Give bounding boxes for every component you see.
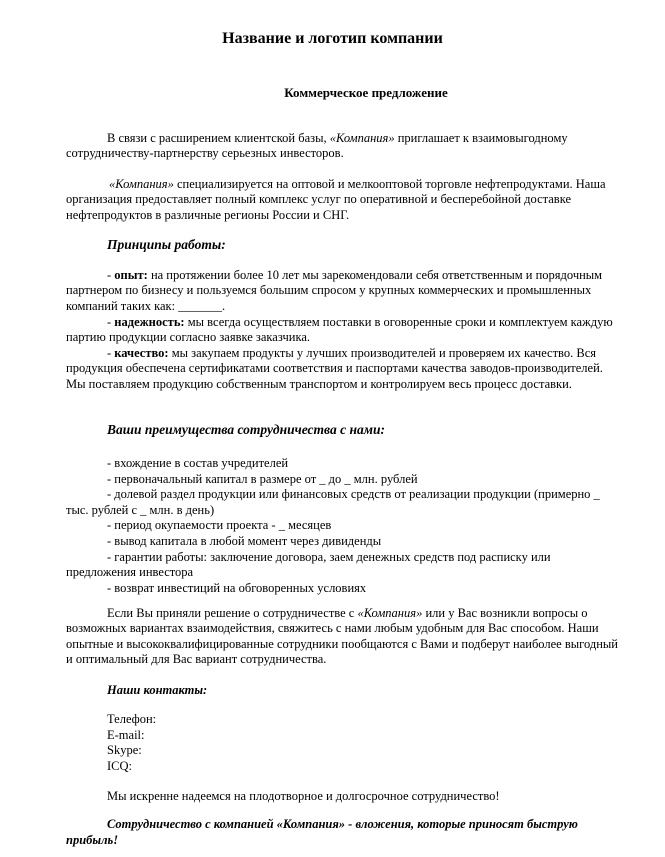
principle-item-quality: - качество: мы закупаем продукты у лучших производителей и проверяем их качество. Вся продукция обеспечена сертификатами соответствия и паспортами качества заводов-производителей. Мы поставляем продукцию собственным транспортом и контролируем весь процесс доставки. [66, 346, 603, 391]
closing-hope: Мы искренне надеемся на плодотворное и долгосрочное сотрудничество! [107, 789, 500, 803]
document-subtitle: Коммерческое предложение [284, 85, 448, 100]
advantages-heading: Ваши преимущества сотрудничества с нами: [107, 422, 385, 437]
list-item: - первоначальный капитал в размере от _ до _ млн. рублей [107, 471, 418, 486]
principle-item-experience: - опыт: на протяжении более 10 лет мы зарекомендовали себя ответственным и порядочным партнером по бизнесу и пользуемся большим спросом у крупных коммерческих и промышленных компаний таких как: _______. [66, 268, 603, 313]
list-item: - вхождение в состав учредителей [107, 456, 289, 470]
contact-email: E-mail: [107, 727, 145, 742]
advantages-list [66, 456, 622, 596]
closing-slogan: Сотрудничество с компанией «Компания» - вложения, которые приносят быструю прибыль! [66, 817, 578, 847]
contact-skype: Skype: [107, 743, 142, 758]
principle-item-reliability: - надежность: мы всегда осуществляем поставки в оговоренные сроки и комплектуем каждую партию продукции согласно заявке заказчика. [66, 315, 613, 345]
list-item: - период окупаемости проекта - _ месяцев [107, 518, 332, 533]
list-item: - долевой раздел продукции или финансовых средств от реализации продукции (примерно _ тыс. рублей с _ млн. в день) [66, 487, 600, 517]
contact-invitation-paragraph: Если Вы приняли решение о сотрудничестве с «Компания» или у Вас возникли вопросы о возможных вариантах взаимодействия, свяжитесь с нами любым удобным для Вас способом. Наши опытные и высококвалифицированные сотрудники пообщаются с Вами и подберут наиболее выгодный и оптимальный для Вас вариант сотрудничества. [66, 606, 618, 667]
list-item: - вывод капитала в любой момент через дивиденды [107, 533, 382, 548]
contacts-heading: Наши контакты: [107, 683, 208, 697]
list-item: - возврат инвестиций на обговоренных условиях [107, 580, 367, 595]
contact-phone: Телефон: [107, 712, 157, 726]
intro-paragraph: В связи с расширением клиентской базы, «Компания» приглашает к взаимовыгодному сотрудничеству-партнерству серьезных инвесторов. [66, 131, 568, 161]
company-name: «Компания» [357, 606, 423, 620]
company-description-paragraph: «Компания» специализируется на оптовой и мелкооптовой торговле нефтепродуктами. Наша организация предоставляет полный комплекс услуг по оперативной и бесперебойной доставке нефтепродуктов в различные регионы России и СНГ. [66, 177, 606, 222]
company-title: Название и логотип компании [222, 30, 443, 47]
contacts-list [107, 712, 156, 774]
company-name: «Компания» [329, 131, 395, 145]
list-item: - гарантии работы: заключение договора, заем денежных средств под расписку или предложения инвестора [66, 549, 551, 580]
contact-icq: ICQ: [107, 758, 132, 773]
principles-heading: Принципы работы: [107, 237, 226, 252]
company-name: «Компания» [109, 177, 174, 191]
